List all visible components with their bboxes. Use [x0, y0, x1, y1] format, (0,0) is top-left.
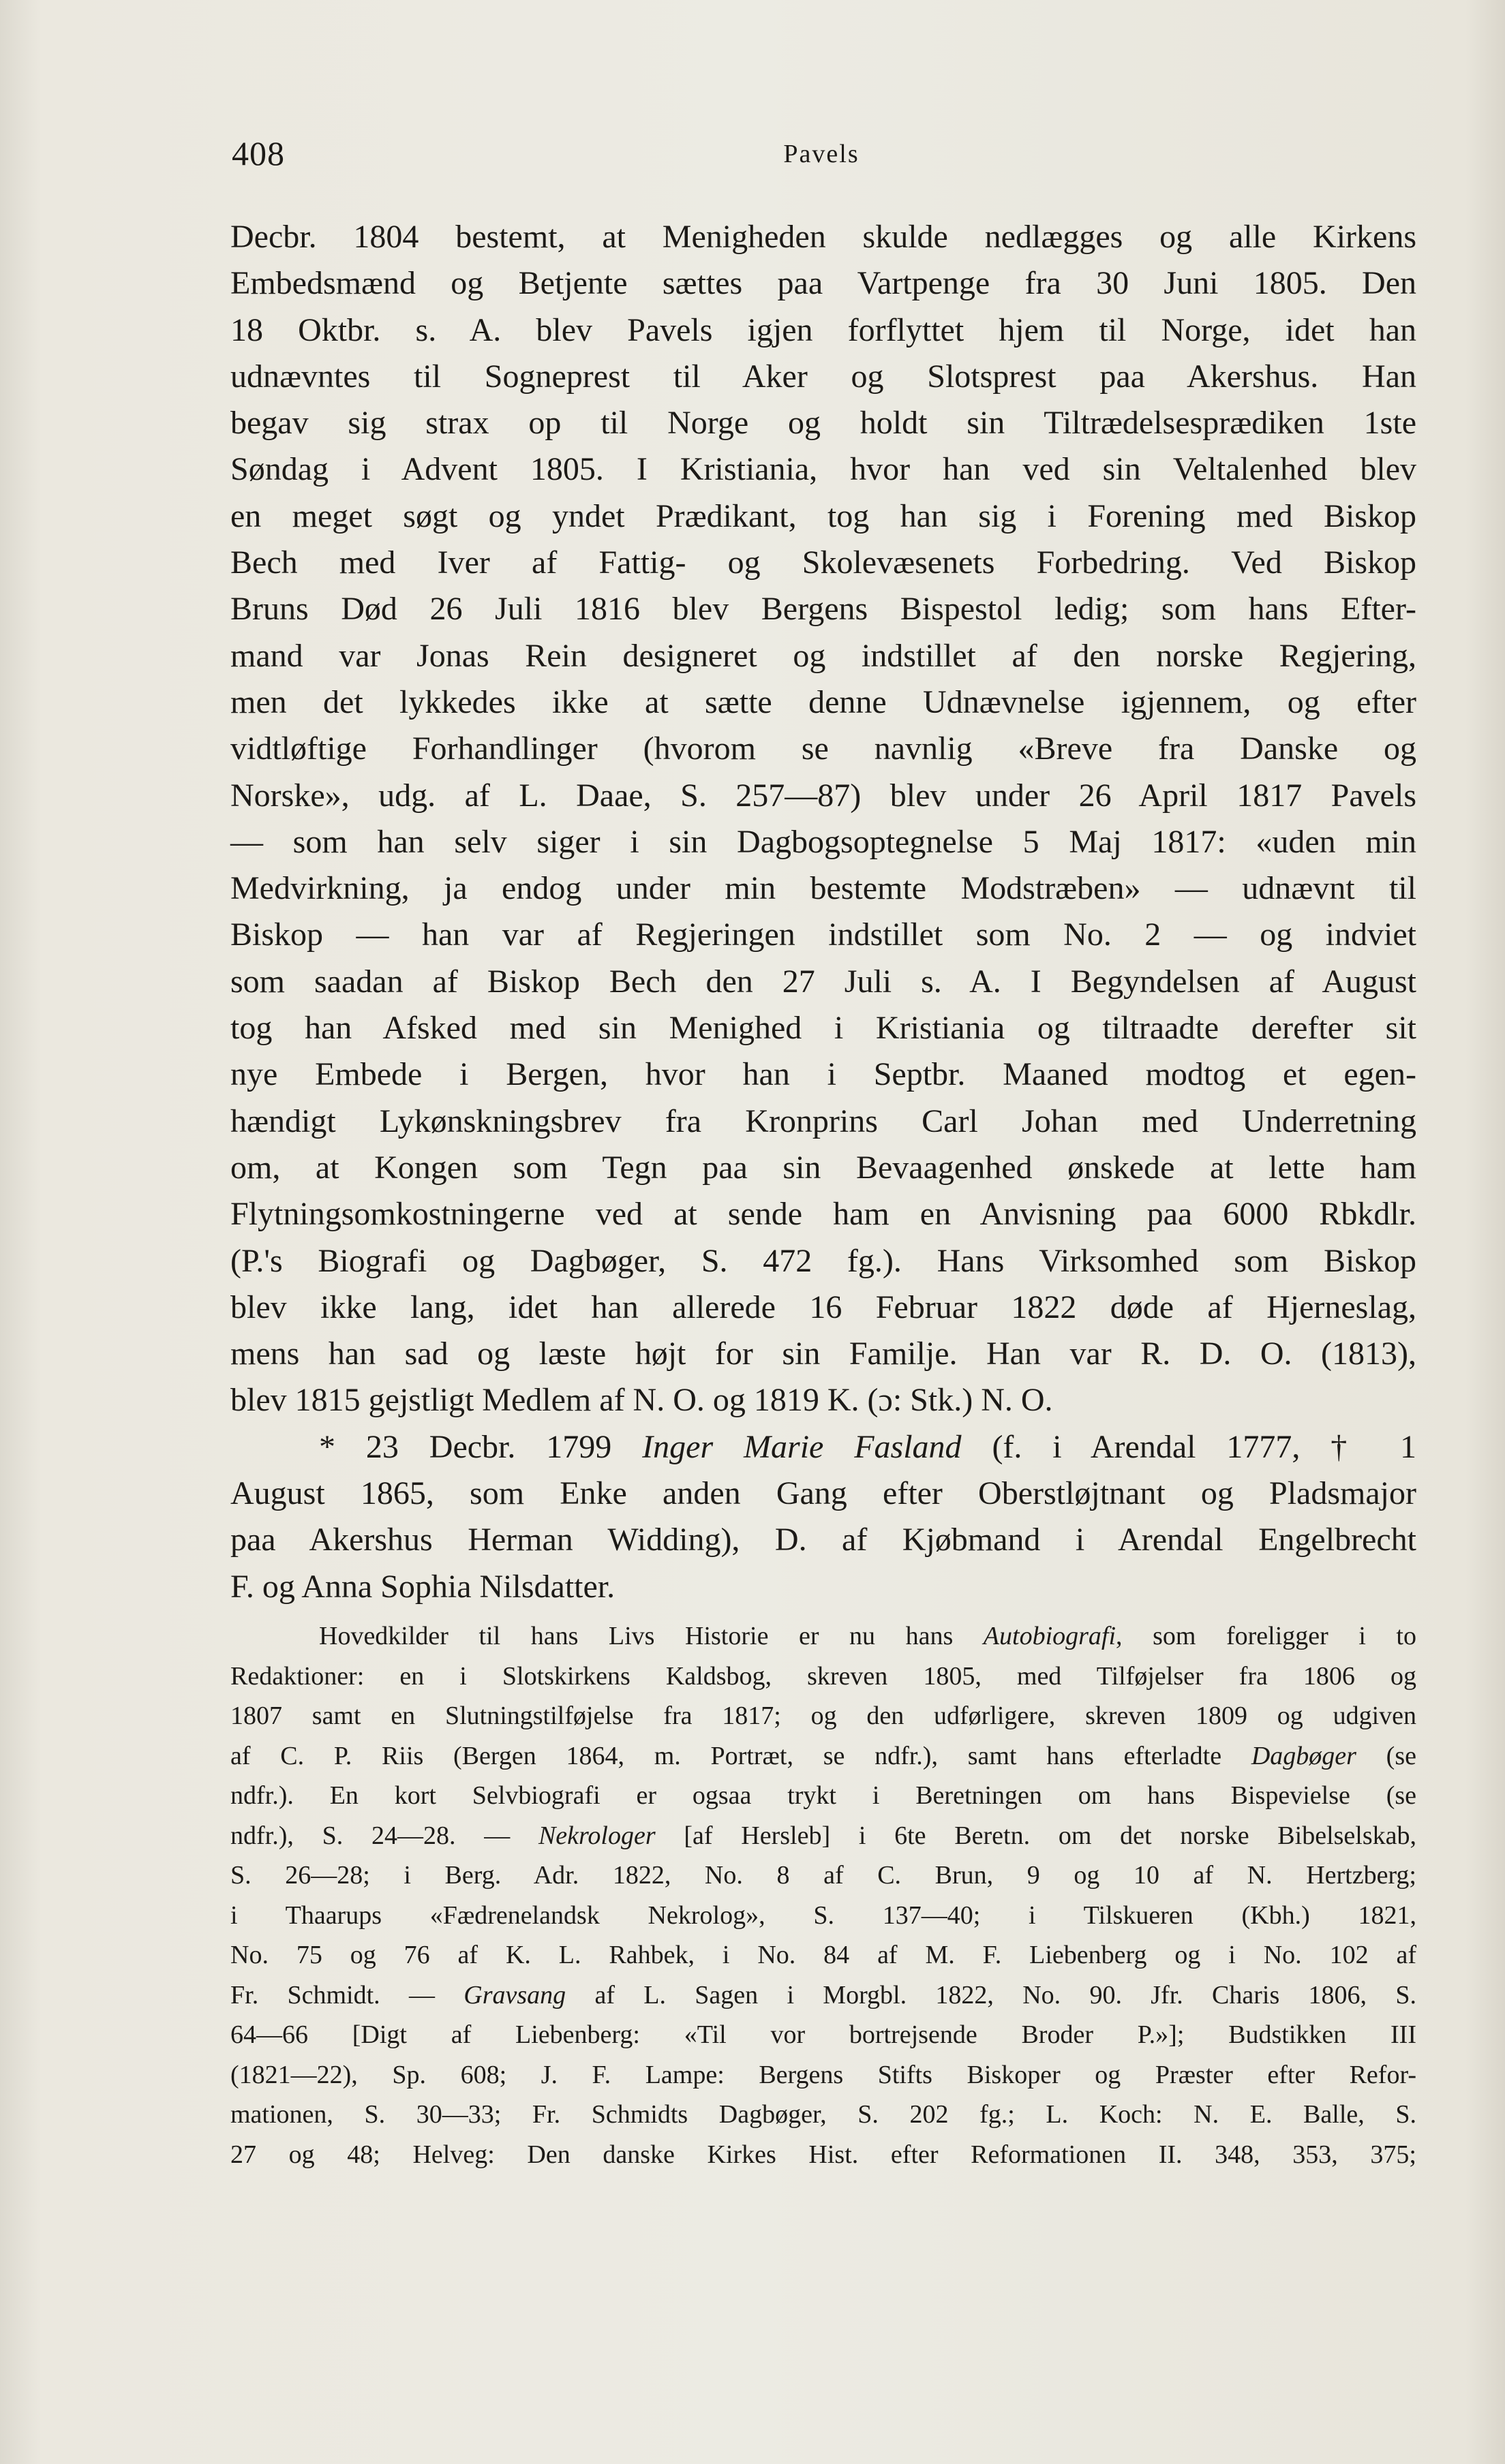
page-number: 408: [232, 134, 285, 172]
text-line: hændigt Lykønskningsbrev fra Kronprins Carl Johan med Underretning: [230, 1103, 1416, 1139]
text-line: begav sig strax op til Norge og holdt sin Tiltrædelsesprædiken 1ste: [230, 405, 1416, 442]
running-head: Pavels: [783, 140, 860, 168]
text-line: F. og Anna Sophia Nilsdatter.: [230, 1568, 615, 1605]
text-line: Bech med Iver af Fattig- og Skolevæsenets Forbedring. Ved Biskop: [230, 544, 1416, 581]
gravsang-title: Gravsang: [463, 1980, 566, 2009]
text-line: blev 1815 gejstligt Medlem af N. O. og 1819 K. (ɔ: Stk.) N. O.: [230, 1382, 1053, 1419]
nekrologer-title: Nekrologer: [538, 1821, 656, 1850]
note-line: af C. P. Riis (Bergen 1864, m. Portræt, se ndfr.), samt hans efterladte Dagbøger (se: [230, 1741, 1416, 1770]
text-line: men det lykkedes ikke at sætte denne Udnævnelse igjennem, og efter: [230, 683, 1416, 720]
text-line: Norske», udg. af L. Daae, S. 257—87) blev under 26 April 1817 Pavels: [230, 777, 1416, 814]
text-line: en meget søgt og yndet Prædikant, tog han sig i Forening med Biskop: [230, 497, 1416, 534]
spouse-details: (f. i Arendal 1777, † 1: [961, 1428, 1417, 1465]
text-line: nye Embede i Bergen, hvor han i Septbr. Maaned modtog et egen-: [230, 1056, 1416, 1093]
note-line: (1821—22), Sp. 608; J. F. Lampe: Bergens Stifts Biskoper og Præster efter Refor-: [230, 2060, 1416, 2089]
dagboger-title: Dagbøger: [1251, 1741, 1356, 1770]
text-line: (P.'s Biografi og Dagbøger, S. 472 fg.). Hans Virksomhed som Biskop: [230, 1242, 1416, 1279]
text-line: vidtløftige Forhandlinger (hvorom se navnlig «Breve fra Danske og: [230, 730, 1416, 767]
text-line: 18 Oktbr. s. A. blev Pavels igjen forflyttet hjem til Norge, idet han: [230, 311, 1416, 348]
text-line: Embedsmænd og Betjente sættes paa Vartpenge fra 30 Juni 1805. Den: [230, 265, 1416, 302]
text-line: udnævntes til Sogneprest til Aker og Slotsprest paa Akershus. Han: [230, 358, 1416, 395]
marriage-line: [230, 1424, 1416, 1470]
text-line: blev ikke lang, idet han allerede 16 Februar 1822 døde af Hjerneslag,: [230, 1289, 1416, 1325]
text-line: mens han sad og læste højt for sin Familje. Han var R. D. O. (1813),: [230, 1336, 1416, 1372]
autobiografi-title: Autobiografi: [983, 1622, 1116, 1650]
note-line: Fr. Schmidt. — Gravsang af L. Sagen i Morgbl. 1822, No. 90. Jfr. Charis 1806, S.: [230, 1980, 1416, 2009]
note-line: 64—66 [Digt af Liebenberg: «Til vor bortrejsende Broder P.»]; Budstikken III: [230, 2020, 1416, 2049]
text-line: mand var Jonas Rein designeret og indstillet af den norske Regjering,: [230, 637, 1416, 674]
note-line: ndfr.). En kort Selvbiografi er ogsaa trykt i Beretningen om hans Bispevielse (se: [230, 1781, 1416, 1810]
text-line: Medvirkning, ja endog under min bestemte Modstræben» — udnævnt til: [230, 870, 1416, 907]
note-line: Hovedkilder til hans Livs Historie er nu hans Autobiografi, som foreligger i to: [319, 1622, 1416, 1650]
text-line: som saadan af Biskop Bech den 27 Juli s. A. I Begyndelsen af August: [230, 963, 1416, 1000]
note-line: i Thaarups «Fædrenelandsk Nekrolog», S. 137—40; i Tilskueren (Kbh.) 1821,: [230, 1900, 1416, 1930]
note-line: 1807 samt en Slutningstilføjelse fra 1817; og den udførligere, skreven 1809 og udgiven: [230, 1701, 1416, 1730]
text-line: — som han selv siger i sin Dagbogsoptegnelse 5 Maj 1817: «uden min: [230, 823, 1416, 860]
text-line: Biskop — han var af Regjeringen indstillet som No. 2 — og indviet: [230, 917, 1416, 953]
note-line: mationen, S. 30—33; Fr. Schmidts Dagbøger, S. 202 fg.; L. Koch: N. E. Balle, S.: [230, 2100, 1416, 2129]
text-line: Flytningsomkostningerne ved at sende ham en Anvisning paa 6000 Rbkdlr.: [230, 1196, 1416, 1233]
note-line: ndfr.), S. 24—28. — Nekrologer [af Hersleb] i 6te Beretn. om det norske Bibelselskab,: [230, 1821, 1417, 1850]
note-line: No. 75 og 76 af K. L. Rahbek, i No. 84 af M. F. Liebenberg og i No. 102 af: [230, 1941, 1416, 1969]
text-line: August 1865, som Enke anden Gang efter Oberstløjtnant og Pladsmajor: [230, 1475, 1416, 1512]
text-line: Søndag i Advent 1805. I Kristiania, hvor han ved sin Veltalenhed blev: [230, 451, 1416, 488]
note-line: S. 26—28; i Berg. Adr. 1822, No. 8 af C. Brun, 9 og 10 af N. Hertzberg;: [230, 1861, 1416, 1890]
source-notes: [230, 1616, 1416, 2174]
page-header: [232, 134, 1411, 181]
spouse-name: Inger Marie Fasland: [642, 1428, 962, 1465]
note-line: Redaktioner: en i Slotskirkens Kaldsbog, skreven 1805, med Tilføjelser fra 1806 og: [230, 1661, 1416, 1691]
note-line: 27 og 48; Helveg: Den danske Kirkes Hist. efter Reformationen II. 348, 353, 375;: [230, 2140, 1416, 2169]
text-line: om, at Kongen som Tegn paa sin Bevaagenhed ønskede at lette ham: [230, 1149, 1416, 1186]
text-line: Decbr. 1804 bestemt, at Menigheden skulde nedlægges og alle Kirkens: [230, 219, 1416, 255]
text-line: Bruns Død 26 Juli 1816 blev Bergens Bispestol ledig; som hans Efter-: [230, 591, 1416, 628]
text-line: tog han Afsked med sin Menighed i Kristiania og tiltraadte derefter sit: [230, 1010, 1416, 1047]
text-line: paa Akershus Herman Widding), D. af Kjøbmand i Arendal Engelbrecht: [230, 1522, 1416, 1558]
main-text: [230, 214, 1416, 1610]
marriage-date: * 23 Decbr. 1799: [319, 1428, 643, 1465]
